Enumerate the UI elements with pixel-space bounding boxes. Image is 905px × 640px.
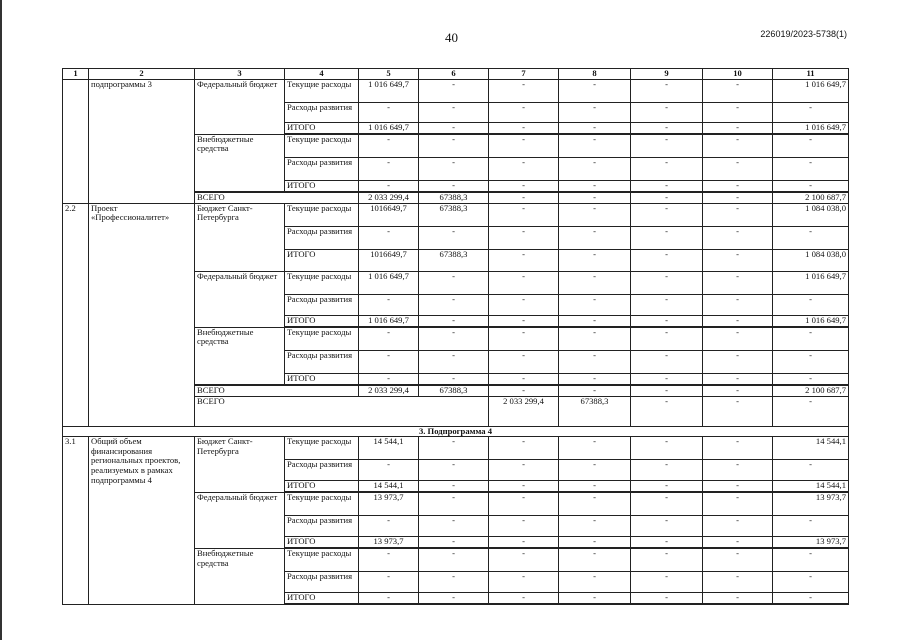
total-cell: - xyxy=(773,460,849,481)
funding-source: Федеральный бюджет xyxy=(195,271,285,327)
budget-table xyxy=(62,68,849,605)
value-cell: - xyxy=(703,315,773,326)
event-name: Проект «Профессионалитет» xyxy=(89,203,195,426)
value-cell: - xyxy=(559,549,631,572)
value-cell: - xyxy=(489,192,559,203)
value-cell: - xyxy=(703,203,773,226)
value-cell: - xyxy=(631,350,703,373)
value-cell: - xyxy=(489,437,559,460)
value-cell: - xyxy=(631,226,703,249)
value-cell: - xyxy=(631,385,703,396)
value-cell: 13 973,7 xyxy=(359,493,419,516)
value-cell: - xyxy=(359,226,419,249)
value-cell: - xyxy=(489,249,559,271)
value-cell: - xyxy=(419,350,489,373)
value-cell: - xyxy=(489,203,559,226)
value-cell: - xyxy=(359,516,419,537)
value-cell: - xyxy=(703,516,773,537)
expense-type: ИТОГО xyxy=(285,180,359,191)
value-cell: - xyxy=(359,102,419,122)
expense-type: Текущие расходы xyxy=(285,203,359,226)
column-header: 7 xyxy=(489,69,559,80)
value-cell: - xyxy=(419,493,489,516)
total-cell: - xyxy=(773,134,849,157)
grand-total-label: ВСЕГО xyxy=(195,396,489,426)
value-cell: - xyxy=(703,192,773,203)
value-cell: - xyxy=(419,481,489,492)
value-cell: - xyxy=(419,294,489,315)
expense-type: Расходы развития xyxy=(285,102,359,122)
value-cell: 2 033 299,4 xyxy=(359,385,419,396)
value-cell: - xyxy=(631,549,703,572)
value-cell: - xyxy=(419,593,489,604)
value-cell: 67388,3 xyxy=(559,396,631,426)
value-cell: - xyxy=(631,493,703,516)
value-cell: - xyxy=(631,180,703,191)
total-cell: 1 016 649,7 xyxy=(773,271,849,294)
table-row xyxy=(63,79,849,102)
table-row xyxy=(63,437,849,460)
value-cell: - xyxy=(703,180,773,191)
value-cell: - xyxy=(359,180,419,191)
expense-type: Расходы развития xyxy=(285,157,359,180)
value-cell: - xyxy=(703,327,773,350)
value-cell: - xyxy=(631,315,703,326)
value-cell: 13 973,7 xyxy=(359,537,419,548)
subtotal-label: ВСЕГО xyxy=(195,192,359,203)
value-cell: - xyxy=(631,593,703,604)
section-heading-row xyxy=(63,426,849,437)
total-cell: 1 016 649,7 xyxy=(773,79,849,102)
value-cell: - xyxy=(359,373,419,384)
total-cell: - xyxy=(773,180,849,191)
value-cell: - xyxy=(559,350,631,373)
expense-type: ИТОГО xyxy=(285,373,359,384)
value-cell: - xyxy=(489,79,559,102)
value-cell: - xyxy=(703,373,773,384)
value-cell: 1 016 649,7 xyxy=(359,122,419,133)
value-cell: - xyxy=(419,134,489,157)
value-cell: - xyxy=(419,226,489,249)
value-cell: 67388,3 xyxy=(419,249,489,271)
expense-type: Текущие расходы xyxy=(285,271,359,294)
value-cell: - xyxy=(703,481,773,492)
value-cell: - xyxy=(631,537,703,548)
value-cell: - xyxy=(559,481,631,492)
expense-type: Текущие расходы xyxy=(285,79,359,102)
value-cell: - xyxy=(559,180,631,191)
table-header-row xyxy=(63,69,849,80)
value-cell: - xyxy=(559,79,631,102)
value-cell: 2 033 299,4 xyxy=(359,192,419,203)
expense-type: ИТОГО xyxy=(285,481,359,492)
expense-type: ИТОГО xyxy=(285,593,359,604)
value-cell: - xyxy=(631,396,703,426)
value-cell: - xyxy=(359,572,419,593)
value-cell: - xyxy=(489,102,559,122)
value-cell: - xyxy=(419,437,489,460)
value-cell: - xyxy=(489,122,559,133)
value-cell: - xyxy=(489,271,559,294)
expense-type: Текущие расходы xyxy=(285,437,359,460)
total-cell: 1 084 038,0 xyxy=(773,203,849,226)
total-cell: 2 100 687,7 xyxy=(773,192,849,203)
scan-edge xyxy=(0,0,2,640)
expense-type: ИТОГО xyxy=(285,249,359,271)
total-cell: 13 973,7 xyxy=(773,537,849,548)
funding-source: Внебюджетные средства xyxy=(195,134,285,191)
value-cell: - xyxy=(559,134,631,157)
value-cell: - xyxy=(631,192,703,203)
value-cell: 67388,3 xyxy=(419,385,489,396)
value-cell: 1016649,7 xyxy=(359,203,419,226)
value-cell: - xyxy=(489,350,559,373)
value-cell: - xyxy=(703,396,773,426)
column-header: 8 xyxy=(559,69,631,80)
value-cell: - xyxy=(631,437,703,460)
value-cell: - xyxy=(559,157,631,180)
value-cell: - xyxy=(359,327,419,350)
value-cell: - xyxy=(703,350,773,373)
expense-type: ИТОГО xyxy=(285,537,359,548)
value-cell: - xyxy=(703,294,773,315)
expense-type: ИТОГО xyxy=(285,315,359,326)
value-cell: - xyxy=(703,572,773,593)
total-cell: - xyxy=(773,549,849,572)
value-cell: 14 544,1 xyxy=(359,481,419,492)
expense-type: Текущие расходы xyxy=(285,549,359,572)
expense-type: Текущие расходы xyxy=(285,134,359,157)
value-cell: - xyxy=(703,79,773,102)
expense-type: Текущие расходы xyxy=(285,327,359,350)
value-cell: - xyxy=(359,350,419,373)
value-cell: - xyxy=(489,572,559,593)
value-cell: - xyxy=(559,572,631,593)
value-cell: - xyxy=(703,157,773,180)
value-cell: - xyxy=(559,460,631,481)
value-cell: - xyxy=(559,516,631,537)
value-cell: - xyxy=(419,102,489,122)
column-header: 3 xyxy=(195,69,285,80)
funding-source: Бюджет Санкт-Петербурга xyxy=(195,203,285,271)
total-cell: 2 100 687,7 xyxy=(773,385,849,396)
value-cell: - xyxy=(703,271,773,294)
value-cell: - xyxy=(773,396,849,426)
value-cell: - xyxy=(419,157,489,180)
value-cell: - xyxy=(703,226,773,249)
value-cell: - xyxy=(419,327,489,350)
value-cell: - xyxy=(489,481,559,492)
value-cell: - xyxy=(631,157,703,180)
value-cell: - xyxy=(489,226,559,249)
expense-type: Расходы развития xyxy=(285,294,359,315)
value-cell: - xyxy=(359,157,419,180)
value-cell: - xyxy=(419,516,489,537)
total-cell: 13 973,7 xyxy=(773,493,849,516)
value-cell: - xyxy=(703,102,773,122)
value-cell: - xyxy=(703,549,773,572)
value-cell: - xyxy=(359,549,419,572)
total-cell: - xyxy=(773,373,849,384)
value-cell: - xyxy=(559,122,631,133)
value-cell: - xyxy=(631,516,703,537)
total-cell: - xyxy=(773,327,849,350)
value-cell: - xyxy=(631,294,703,315)
value-cell: - xyxy=(631,134,703,157)
section-heading: 3. Подпрограмма 4 xyxy=(63,426,849,437)
value-cell: - xyxy=(559,192,631,203)
page-number: 40 xyxy=(445,30,458,45)
total-cell: - xyxy=(773,350,849,373)
total-cell: - xyxy=(773,593,849,604)
column-header: 6 xyxy=(419,69,489,80)
value-cell: - xyxy=(559,294,631,315)
value-cell: - xyxy=(631,572,703,593)
total-cell: - xyxy=(773,102,849,122)
total-cell: 1 016 649,7 xyxy=(773,122,849,133)
value-cell: - xyxy=(359,593,419,604)
value-cell: - xyxy=(559,226,631,249)
funding-source: Бюджет Санкт-Петербурга xyxy=(195,437,285,493)
total-cell: 14 544,1 xyxy=(773,437,849,460)
value-cell: - xyxy=(419,537,489,548)
column-header: 10 xyxy=(703,69,773,80)
value-cell: - xyxy=(559,203,631,226)
value-cell: - xyxy=(559,593,631,604)
value-cell: - xyxy=(419,373,489,384)
value-cell: 2 033 299,4 xyxy=(489,396,559,426)
table-row xyxy=(63,203,849,226)
total-cell: - xyxy=(773,157,849,180)
value-cell: 67388,3 xyxy=(419,203,489,226)
funding-source: Федеральный бюджет xyxy=(195,493,285,549)
value-cell: - xyxy=(703,537,773,548)
value-cell: - xyxy=(419,549,489,572)
column-header: 11 xyxy=(773,69,849,80)
value-cell: - xyxy=(489,327,559,350)
value-cell: - xyxy=(419,180,489,191)
value-cell: - xyxy=(703,134,773,157)
row-number-cell xyxy=(63,79,89,203)
total-cell: 14 544,1 xyxy=(773,481,849,492)
value-cell: - xyxy=(489,493,559,516)
expense-type: Расходы развития xyxy=(285,350,359,373)
value-cell: - xyxy=(631,271,703,294)
column-header: 5 xyxy=(359,69,419,80)
column-header: 2 xyxy=(89,69,195,80)
value-cell: - xyxy=(489,180,559,191)
value-cell: - xyxy=(559,537,631,548)
total-cell: - xyxy=(773,226,849,249)
funding-source: Внебюджетные средства xyxy=(195,327,285,384)
funding-source: Внебюджетные средства xyxy=(195,549,285,605)
value-cell: 1016649,7 xyxy=(359,249,419,271)
value-cell: - xyxy=(559,249,631,271)
value-cell: - xyxy=(489,385,559,396)
value-cell: - xyxy=(489,537,559,548)
total-cell: - xyxy=(773,572,849,593)
value-cell: - xyxy=(489,134,559,157)
value-cell: - xyxy=(419,572,489,593)
value-cell: - xyxy=(559,373,631,384)
expense-type: Текущие расходы xyxy=(285,493,359,516)
value-cell: - xyxy=(559,385,631,396)
value-cell: - xyxy=(489,294,559,315)
subtotal-label: ВСЕГО xyxy=(195,385,359,396)
value-cell: 1 016 649,7 xyxy=(359,271,419,294)
value-cell: - xyxy=(359,134,419,157)
event-name: подпрограммы 3 xyxy=(89,79,195,203)
value-cell: - xyxy=(703,249,773,271)
value-cell: - xyxy=(489,315,559,326)
value-cell: - xyxy=(489,516,559,537)
value-cell: 67388,3 xyxy=(419,192,489,203)
value-cell: - xyxy=(631,249,703,271)
value-cell: - xyxy=(631,327,703,350)
expense-type: Расходы развития xyxy=(285,516,359,537)
value-cell: - xyxy=(489,460,559,481)
value-cell: - xyxy=(419,460,489,481)
value-cell: - xyxy=(631,460,703,481)
total-cell: - xyxy=(773,294,849,315)
value-cell: 14 544,1 xyxy=(359,437,419,460)
value-cell: - xyxy=(703,593,773,604)
expense-type: Расходы развития xyxy=(285,460,359,481)
value-cell: - xyxy=(359,460,419,481)
value-cell: - xyxy=(559,102,631,122)
column-header: 1 xyxy=(63,69,89,80)
column-header: 9 xyxy=(631,69,703,80)
value-cell: - xyxy=(419,122,489,133)
funding-source: Федеральный бюджет xyxy=(195,79,285,134)
value-cell: - xyxy=(559,327,631,350)
value-cell: - xyxy=(419,271,489,294)
value-cell: - xyxy=(489,549,559,572)
column-header: 4 xyxy=(285,69,359,80)
value-cell: - xyxy=(419,79,489,102)
value-cell: - xyxy=(559,493,631,516)
value-cell: 1 016 649,7 xyxy=(359,315,419,326)
value-cell: - xyxy=(703,122,773,133)
value-cell: 1 016 649,7 xyxy=(359,79,419,102)
total-cell: - xyxy=(773,516,849,537)
value-cell: - xyxy=(631,122,703,133)
value-cell: - xyxy=(631,79,703,102)
total-cell: 1 084 038,0 xyxy=(773,249,849,271)
value-cell: - xyxy=(631,102,703,122)
value-cell: - xyxy=(489,157,559,180)
document-id: 226019/2023-5738(1) xyxy=(760,29,847,39)
value-cell: - xyxy=(631,481,703,492)
value-cell: - xyxy=(489,593,559,604)
row-number-cell: 2.2 xyxy=(63,203,89,426)
row-number-cell: 3.1 xyxy=(63,437,89,605)
expense-type: Расходы развития xyxy=(285,226,359,249)
expense-type: Расходы развития xyxy=(285,572,359,593)
value-cell: - xyxy=(703,460,773,481)
event-name: Общий объем финансирования региональных проектов, реализуемых в рамках подпрограммы 4 xyxy=(89,437,195,605)
value-cell: - xyxy=(489,373,559,384)
total-cell: 1 016 649,7 xyxy=(773,315,849,326)
expense-type: ИТОГО xyxy=(285,122,359,133)
value-cell: - xyxy=(559,315,631,326)
value-cell: - xyxy=(631,373,703,384)
value-cell: - xyxy=(703,437,773,460)
value-cell: - xyxy=(631,203,703,226)
value-cell: - xyxy=(703,493,773,516)
value-cell: - xyxy=(559,271,631,294)
value-cell: - xyxy=(559,437,631,460)
value-cell: - xyxy=(359,294,419,315)
value-cell: - xyxy=(703,385,773,396)
value-cell: - xyxy=(419,315,489,326)
